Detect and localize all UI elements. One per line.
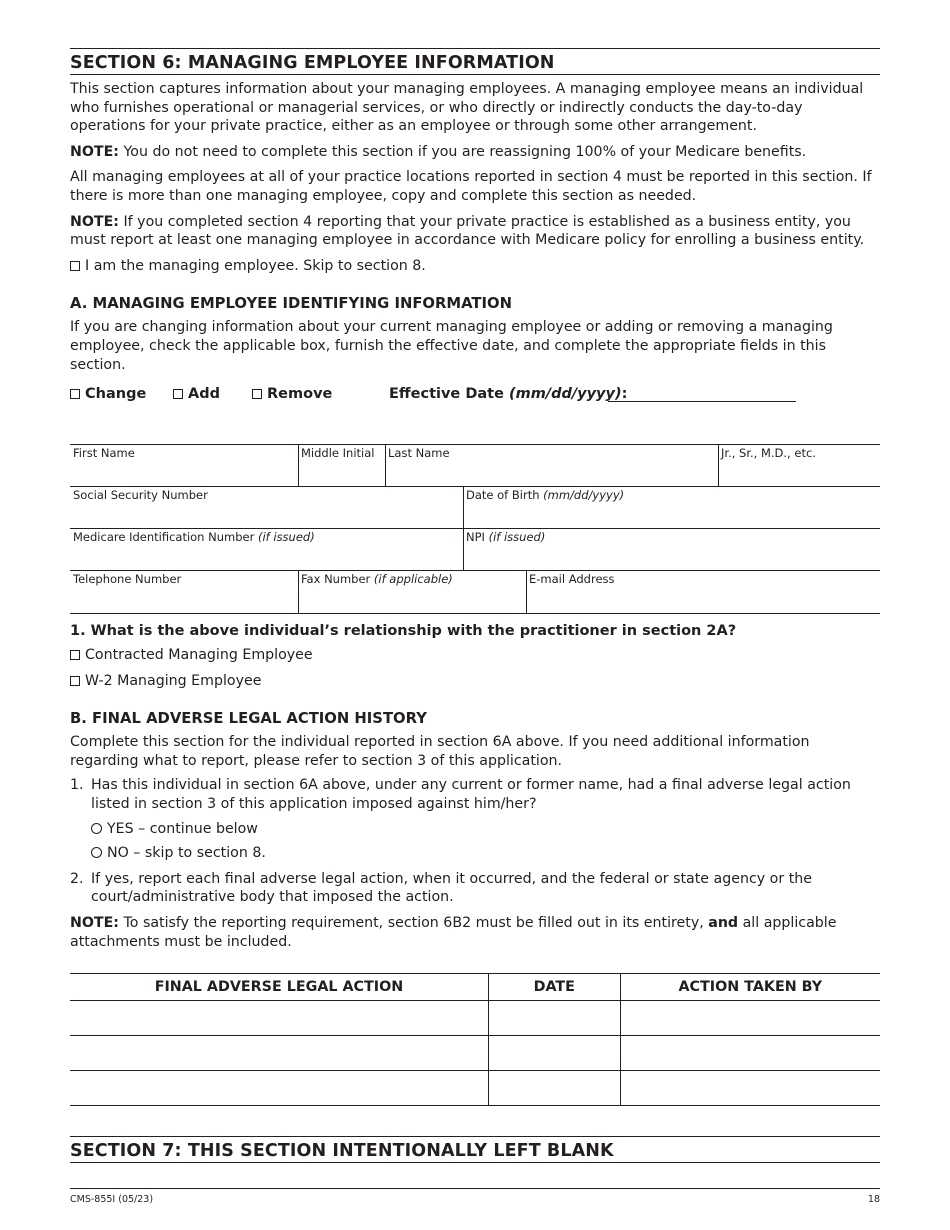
yes-radio[interactable]	[91, 823, 102, 834]
effective-date-field[interactable]	[608, 386, 796, 402]
section-6-intro: This section captures information about your managing employees. A managing employee means an individual who furnishes operational or managerial services, or who directly or indirectly conducts the day-to-day operations for your private practice, either as an employee or through some other arrangement.	[70, 81, 864, 135]
remove-checkbox[interactable]	[252, 389, 262, 399]
w2-option[interactable]	[70, 672, 880, 691]
page-number: 18	[867, 1194, 880, 1205]
page-footer	[70, 1188, 880, 1205]
note-1	[70, 143, 880, 162]
fax-field[interactable]	[298, 571, 526, 613]
taken-by-cell[interactable]	[620, 1071, 880, 1106]
dob-field[interactable]	[463, 487, 880, 529]
telephone-field[interactable]	[70, 571, 298, 613]
section-7-title: SECTION 7: THIS SECTION INTENTIONALLY LEFT BLANK	[70, 1136, 880, 1163]
question-1-number: 1.	[70, 777, 84, 794]
note-label: NOTE:	[70, 143, 119, 160]
contracted-checkbox[interactable]	[70, 650, 80, 660]
part-a-intro: If you are changing information about your current managing employee or adding or removing a managing employee, check the applicable box, furnish the effective date, and complete the appropriate fields in this section.	[70, 319, 833, 373]
medicare-id-note: (if issued)	[257, 530, 315, 544]
middle-initial-field[interactable]	[298, 445, 385, 487]
table-row	[70, 1001, 880, 1036]
question-1-text: Has this individual in section 6A above, under any current or former name, had a final adverse legal action listed in section 3 of this application imposed against him/her?	[91, 777, 851, 812]
section-6	[70, 48, 880, 406]
question-2-text: If yes, report each final adverse legal action, when it occurred, and the federal or state agency or the court/administrative body that imposed the action.	[91, 870, 812, 906]
form-id: CMS-855I (05/23)	[70, 1194, 154, 1205]
add-option[interactable]	[173, 386, 220, 402]
effective-date-format: (mm/dd/yyyy)	[508, 386, 622, 403]
name-row	[70, 444, 880, 487]
part-b-question-2	[70, 870, 880, 907]
middle-initial-label: Middle Initial	[301, 446, 375, 460]
relationship-question: 1. What is the above individual’s relationship with the practitioner in section 2A?	[70, 623, 737, 639]
note-2	[70, 213, 880, 250]
date-cell[interactable]	[488, 1001, 620, 1036]
contracted-label: Contracted Managing Employee	[85, 647, 313, 663]
ssn-label: Social Security Number	[73, 488, 208, 502]
table-row	[70, 1071, 880, 1106]
section-7	[70, 1136, 880, 1163]
email-field[interactable]	[526, 571, 880, 613]
effective-date-label	[389, 386, 627, 402]
action-cell[interactable]	[70, 1036, 488, 1071]
change-label: Change	[85, 386, 147, 403]
note-and: and	[708, 914, 739, 931]
contracted-option[interactable]	[70, 646, 880, 665]
telephone-label: Telephone Number	[73, 572, 182, 586]
add-label: Add	[188, 386, 220, 403]
part-b-intro: Complete this section for the individual reported in section 6A above. If you need additional information regarding what to report, please refer to section 3 of this application.	[70, 734, 810, 769]
effective-date-colon: :	[621, 386, 628, 403]
npi-note: (if issued)	[488, 530, 546, 544]
self-managing-employee-checkbox[interactable]	[70, 261, 80, 271]
yes-option[interactable]	[91, 820, 880, 839]
add-checkbox[interactable]	[173, 389, 183, 399]
suffix-label: Jr., Sr., M.D., etc.	[721, 446, 816, 460]
part-b-title: B. FINAL ADVERSE LEGAL ACTION HISTORY	[70, 710, 427, 728]
self-managing-employee-label: I am the managing employee. Skip to section 8.	[85, 257, 426, 274]
first-name-label: First Name	[73, 446, 135, 460]
medicare-id-label: Medicare Identification Number	[73, 530, 258, 544]
dob-label: Date of Birth	[466, 488, 544, 502]
header-action-taken-by: ACTION TAKEN BY	[620, 974, 880, 1001]
action-cell[interactable]	[70, 1001, 488, 1036]
no-label: NO – skip to section 8.	[107, 845, 266, 862]
last-name-field[interactable]	[385, 445, 718, 487]
dob-format: (mm/dd/yyyy)	[543, 488, 625, 502]
change-type-row	[70, 386, 880, 406]
npi-label: NPI	[466, 530, 489, 544]
contact-row	[70, 570, 880, 614]
no-radio[interactable]	[91, 847, 102, 858]
note-text: You do not need to complete this section if you are reassigning 100% of your Medicare benefits.	[118, 143, 807, 160]
date-cell[interactable]	[488, 1036, 620, 1071]
part-a-title: A. MANAGING EMPLOYEE IDENTIFYING INFORMATION	[70, 295, 512, 313]
note-label: NOTE:	[70, 914, 119, 931]
suffix-field[interactable]	[718, 445, 880, 487]
table-row	[70, 1036, 880, 1071]
change-checkbox[interactable]	[70, 389, 80, 399]
relationship-and-part-b	[70, 623, 880, 951]
note-text: If you completed section 4 reporting that your private practice is established as a business entity, you must report at least one managing employee in accordance with Medicare policy for enrolling a business entity.	[70, 213, 865, 249]
action-cell[interactable]	[70, 1071, 488, 1106]
first-name-field[interactable]	[70, 445, 298, 487]
date-cell[interactable]	[488, 1071, 620, 1106]
email-label: E-mail Address	[529, 572, 615, 586]
change-option[interactable]	[70, 386, 146, 402]
note-text-end: all applicable attachments must be included.	[70, 914, 837, 950]
adverse-action-table	[70, 973, 880, 1106]
effective-date-text: Effective Date	[389, 386, 509, 403]
remove-label: Remove	[267, 386, 333, 403]
w2-label: W-2 Managing Employee	[85, 672, 262, 689]
fax-label: Fax Number	[301, 572, 374, 586]
part-b-note	[70, 914, 880, 951]
last-name-label: Last Name	[388, 446, 450, 460]
ssn-dob-row	[70, 486, 880, 529]
note-label: NOTE:	[70, 213, 119, 230]
w2-checkbox[interactable]	[70, 676, 80, 686]
section-6-title: SECTION 6: MANAGING EMPLOYEE INFORMATION	[70, 48, 880, 75]
header-date: DATE	[488, 974, 620, 1001]
fax-note: (if applicable)	[373, 572, 453, 586]
npi-field[interactable]	[463, 529, 880, 571]
part-b-question-1	[70, 776, 880, 862]
remove-option[interactable]	[252, 386, 332, 402]
medicare-id-field[interactable]	[70, 529, 463, 571]
table-header-row	[70, 974, 880, 1001]
taken-by-cell[interactable]	[620, 1036, 880, 1071]
no-option[interactable]	[91, 844, 880, 863]
self-managing-employee-option[interactable]	[70, 257, 880, 276]
ssn-field[interactable]	[70, 487, 463, 529]
note-text: To satisfy the reporting requirement, section 6B2 must be filled out in its entirety,	[118, 914, 709, 931]
yes-label: YES – continue below	[107, 820, 258, 837]
taken-by-cell[interactable]	[620, 1001, 880, 1036]
medicare-npi-row	[70, 528, 880, 571]
header-action: FINAL ADVERSE LEGAL ACTION	[70, 974, 488, 1001]
all-managing-employees-text: All managing employees at all of your practice locations reported in section 4 must be reported in this section. If there is more than one managing employee, copy and complete this section as needed.	[70, 169, 872, 204]
question-2-number: 2.	[70, 870, 84, 887]
